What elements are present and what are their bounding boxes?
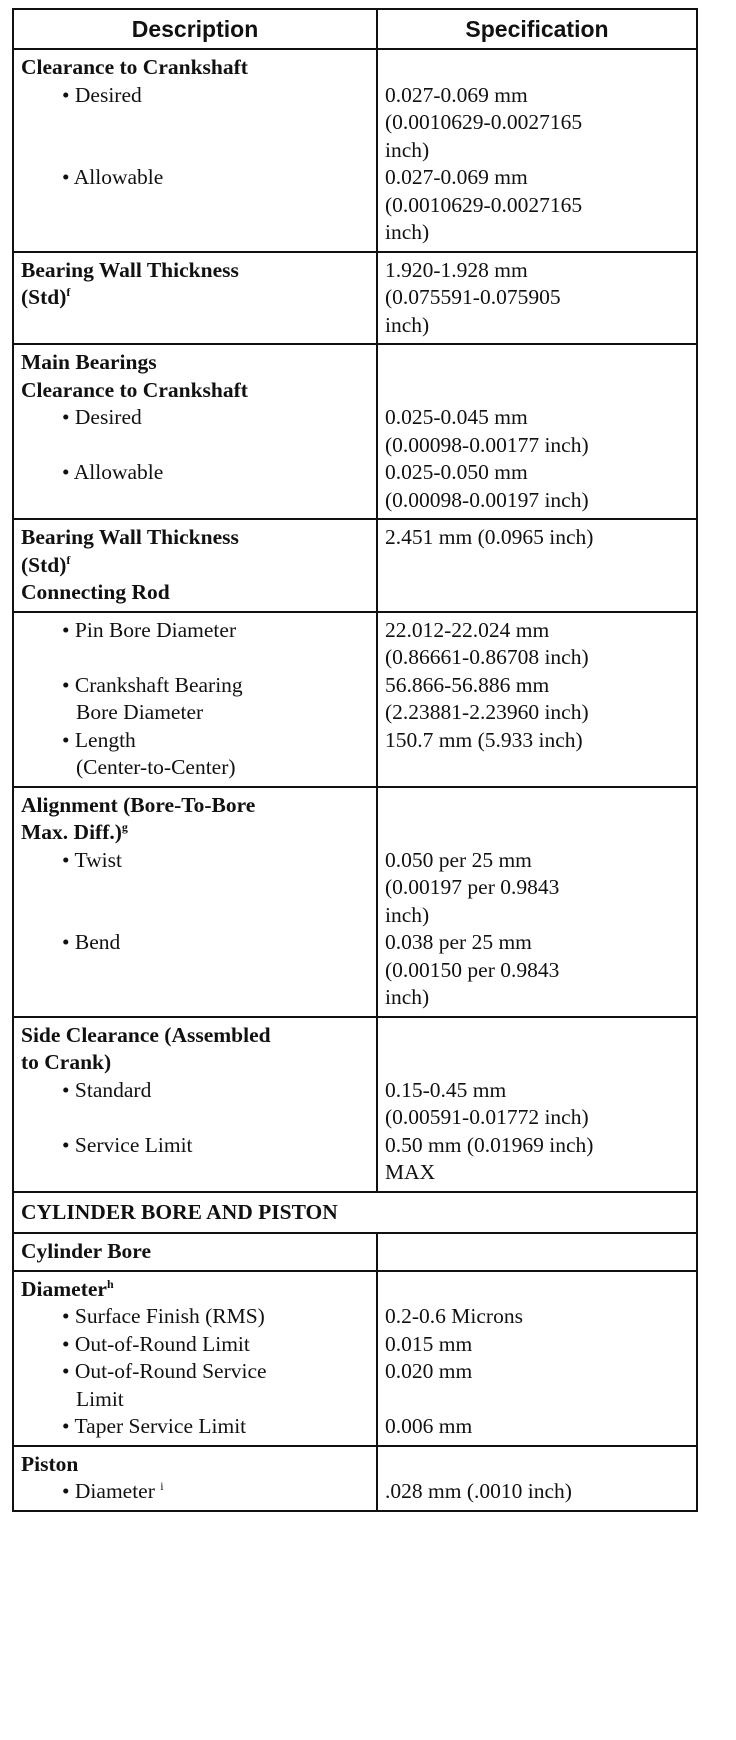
spec-value: inch) <box>385 137 430 162</box>
table-row <box>13 344 697 519</box>
spec-value: (0.86661-0.86708 inch) <box>385 645 589 669</box>
spec-value: inch) <box>385 220 430 244</box>
specification-table <box>12 8 698 1512</box>
description-cell <box>13 344 377 519</box>
row-item-label: • Standard <box>62 1077 152 1102</box>
row-item-label: • Desired <box>62 82 142 107</box>
specification-cell <box>377 1233 697 1271</box>
footnote-marker: i <box>160 1478 164 1493</box>
specification-cell <box>377 49 697 252</box>
row-title: Bearing Wall Thickness <box>21 525 239 549</box>
row-title: Alignment (Bore-To-Bore <box>21 792 256 817</box>
spec-value: 0.025-0.045 mm <box>385 405 528 429</box>
row-item-label: • Length <box>62 727 136 752</box>
spec-value: inch) <box>385 312 430 337</box>
row-item-label: • Allowable <box>62 165 164 189</box>
spec-value: inch) <box>385 902 430 927</box>
spec-value: 0.15-0.45 mm <box>385 1077 507 1102</box>
description-cell <box>13 1233 377 1271</box>
specification-cell <box>377 1271 697 1446</box>
spec-value: (0.00591-0.01772 inch) <box>385 1105 589 1129</box>
row-item-label: Bore Diameter <box>76 700 204 724</box>
table-row <box>13 49 697 252</box>
row-title: to Crank) <box>21 1050 112 1074</box>
row-item-label: • Crankshaft Bearing <box>62 672 243 697</box>
spec-value: 0.020 mm <box>385 1359 473 1383</box>
spec-value: 0.015 mm <box>385 1331 473 1356</box>
row-item-label: • Bend <box>62 930 121 954</box>
spec-value: 0.2-0.6 Microns <box>385 1304 523 1328</box>
spec-value: 22.012-22.024 mm <box>385 617 550 642</box>
description-cell <box>13 1446 377 1511</box>
row-title: (Std) <box>21 285 67 309</box>
table-row <box>13 1017 697 1192</box>
specification-cell <box>377 1017 697 1192</box>
row-subtitle: Clearance to Crankshaft <box>21 377 248 402</box>
row-item-label: • Service Limit <box>62 1132 193 1157</box>
row-item-label: • Out-of-Round Service <box>62 1359 267 1383</box>
description-cell <box>13 612 377 787</box>
row-item-label: • Desired <box>62 405 142 429</box>
spec-value: 0.006 mm <box>385 1414 473 1438</box>
table-row <box>13 612 697 787</box>
specification-cell <box>377 787 697 1017</box>
spec-value: .028 mm (.0010 inch) <box>385 1479 572 1503</box>
table-row <box>13 252 697 345</box>
specification-header: Specification <box>377 9 697 49</box>
description-cell <box>13 1017 377 1192</box>
description-cell <box>13 787 377 1017</box>
spec-value: 0.025-0.050 mm <box>385 460 528 484</box>
spec-value: 1.920-1.928 mm <box>385 257 528 282</box>
row-title: Side Clearance (Assembled <box>21 1022 271 1047</box>
spec-value: (0.00098-0.00177 inch) <box>385 432 589 457</box>
footnote-marker: f <box>66 284 71 299</box>
section-cell <box>13 1192 697 1234</box>
specification-cell <box>377 519 697 612</box>
spec-value: 0.050 per 25 mm <box>385 847 532 872</box>
row-title: Main Bearings <box>21 350 157 374</box>
row-title: Diameter <box>21 1276 107 1301</box>
description-cell <box>13 1271 377 1446</box>
row-item-label: • Diameter <box>62 1479 155 1503</box>
spec-value: 2.451 mm (0.0965 inch) <box>385 525 594 549</box>
description-cell <box>13 252 377 345</box>
spec-value: MAX <box>385 1160 436 1184</box>
footnote-marker: g <box>121 819 128 834</box>
spec-value: (0.00150 per 0.9843 <box>385 957 560 982</box>
spec-sheet <box>12 8 696 1512</box>
description-cell <box>13 519 377 612</box>
header-row <box>13 9 697 49</box>
row-item-label: • Allowable <box>62 460 164 484</box>
specification-cell <box>377 1446 697 1511</box>
section-title: CYLINDER BORE AND PISTON <box>21 1199 338 1224</box>
spec-value: inch) <box>385 985 430 1009</box>
row-title: Clearance to Crankshaft <box>21 55 248 79</box>
spec-value: (0.075591-0.075905 <box>385 285 561 309</box>
row-item-label: • Surface Finish (RMS) <box>62 1304 265 1328</box>
row-title: Max. Diff.) <box>21 820 122 844</box>
specification-cell <box>377 612 697 787</box>
section-row <box>13 1192 697 1234</box>
spec-value: 0.027-0.069 mm <box>385 165 528 189</box>
row-title: Cylinder Bore <box>21 1239 151 1263</box>
spec-value: (0.0010629-0.0027165 <box>385 110 583 134</box>
footnote-marker: h <box>106 1276 114 1291</box>
spec-value: (0.00197 per 0.9843 <box>385 875 560 899</box>
row-title: Piston <box>21 1451 79 1476</box>
specification-cell <box>377 252 697 345</box>
specification-cell <box>377 344 697 519</box>
row-title: (Std) <box>21 552 67 577</box>
spec-value: 150.7 mm (5.933 inch) <box>385 727 583 752</box>
row-title: Bearing Wall Thickness <box>21 257 239 282</box>
table-row <box>13 787 697 1017</box>
spec-value: 56.866-56.886 mm <box>385 672 550 697</box>
row-item-label: • Taper Service Limit <box>62 1414 247 1438</box>
row-item-label: • Out-of-Round Limit <box>62 1331 250 1356</box>
footnote-marker: f <box>66 552 71 567</box>
spec-value: 0.027-0.069 mm <box>385 82 528 107</box>
table-row <box>13 1233 697 1271</box>
row-item-label: • Pin Bore Diameter <box>62 617 237 642</box>
description-cell <box>13 49 377 252</box>
description-header: Description <box>13 9 377 49</box>
row-subtitle: Connecting Rod <box>21 580 170 604</box>
row-item-label: (Center-to-Center) <box>76 755 236 779</box>
row-item-label: Limit <box>76 1386 124 1411</box>
spec-value: (0.00098-0.00197 inch) <box>385 487 589 512</box>
spec-value: (2.23881-2.23960 inch) <box>385 700 589 724</box>
spec-value: 0.038 per 25 mm <box>385 930 532 954</box>
spec-value: (0.0010629-0.0027165 <box>385 192 583 217</box>
table-row <box>13 1446 697 1511</box>
row-item-label: • Twist <box>62 847 122 872</box>
table-row <box>13 1271 697 1446</box>
spec-value: 0.50 mm (0.01969 inch) <box>385 1132 594 1157</box>
table-row <box>13 519 697 612</box>
